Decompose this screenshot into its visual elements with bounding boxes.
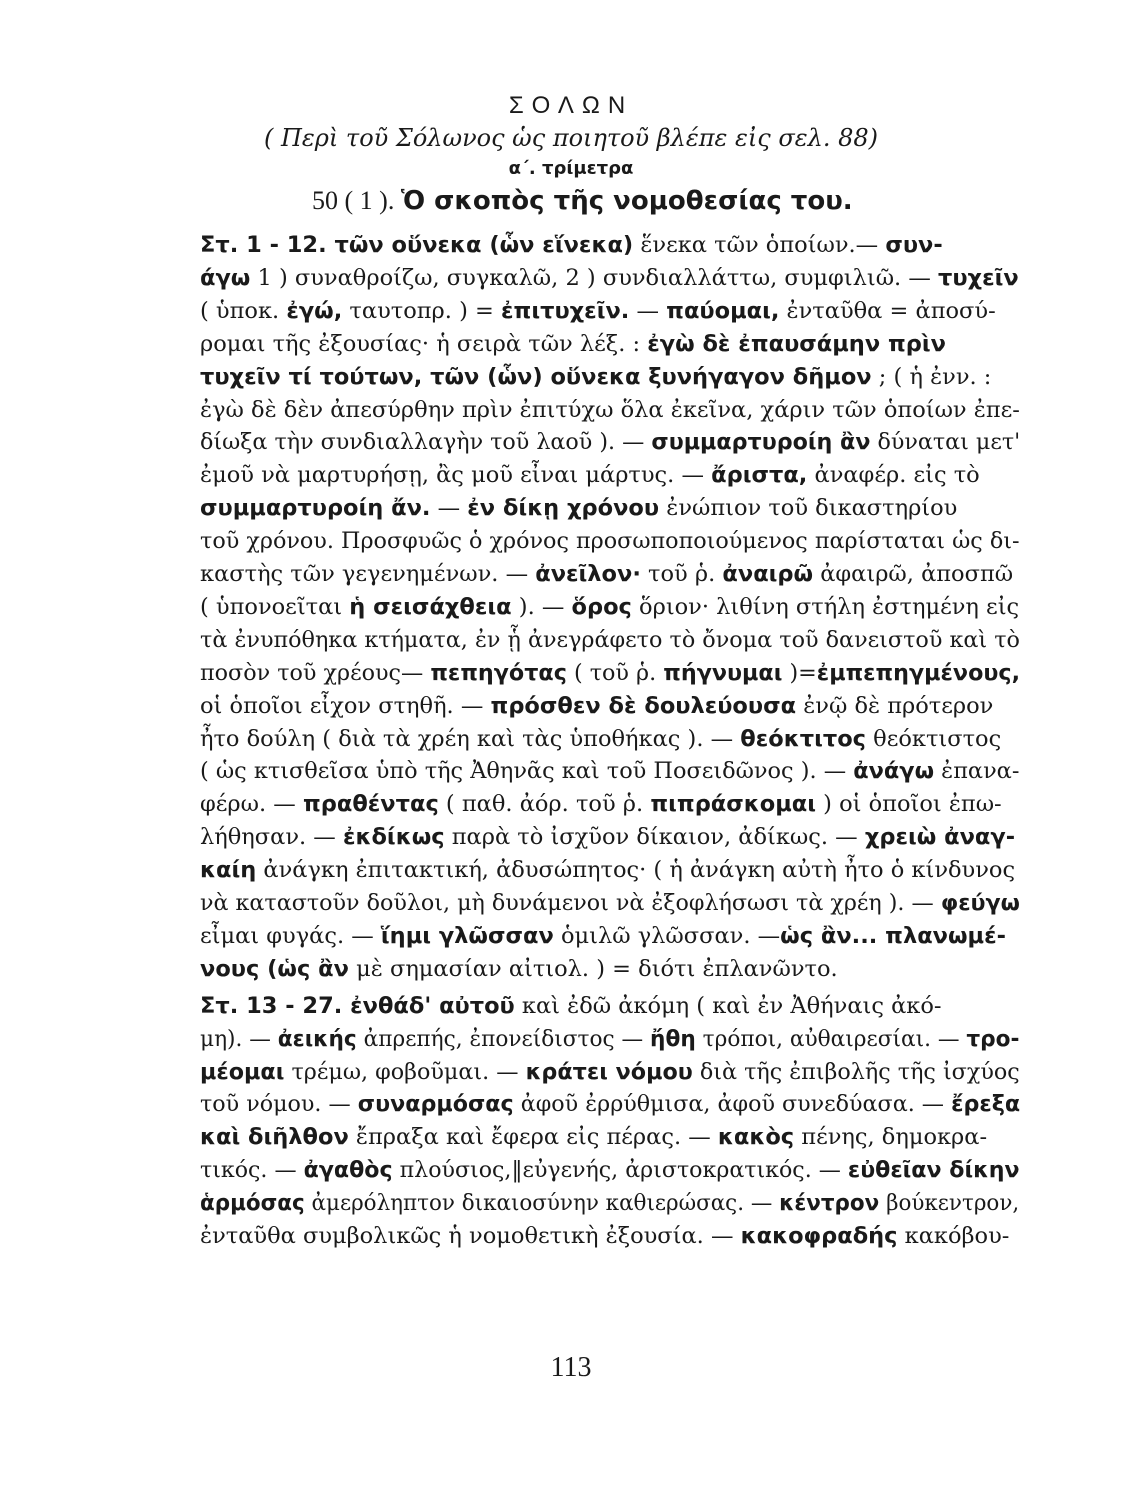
gloss-text: τοῦ χρόνου. Προσφυῶς ὁ χρόνος προσωποποιούμενος παρίσταται ὡς δι- (200, 528, 1020, 555)
lemma-term: παύομαι, (666, 297, 780, 324)
gloss-text: ἀνάγκη ἐπιτακτική, ἀδυσώπητος· ( ἡ ἀνάγκη αὐτὴ ἦτο ὁ κίνδυνος (256, 857, 1016, 884)
gloss-text: λήθησαν. — (200, 824, 343, 851)
lemma-term: πρόσθεν δὲ δουλεύουσα (490, 692, 797, 719)
poem-heading (312, 186, 1012, 216)
gloss-text: ἀμερόληπτον δικαιοσύνην καθιερώσας. — (304, 1190, 780, 1217)
text-line (200, 854, 1020, 886)
lemma-term: Στ. 1 - 12. τῶν οὕνεκα (ὧν εἵνεκα) (200, 232, 634, 258)
lemma-term: καίη (200, 857, 257, 884)
gloss-text: πλούσιος,‖εὐγενής, ἀριστοκρατικός. — (392, 1157, 848, 1184)
gloss-text: νὰ καταστοῦν δοῦλοι, μὴ δυνάμενοι νὰ ἐξοφλήσωσι τὰ χρέη ). — (200, 890, 941, 916)
gloss-text: μὲ σημασίαν αἰτιολ. ) = διότι ἐπλανῶντο. (348, 955, 838, 982)
lemma-term: ἔρεξα (951, 1091, 1021, 1118)
lemma-term: ἐκδίκως (342, 824, 445, 851)
lemma-term: κακὸς (717, 1124, 795, 1151)
lemma-term: ἐγὼ δὲ ἐπαυσάμην πρὶν (647, 330, 946, 357)
gloss-text: ποσὸν τοῦ χρέους— (200, 659, 431, 686)
text-line (200, 990, 1020, 1022)
lemma-term: κράτει νόμου (525, 1058, 693, 1085)
gloss-text: ( ὑπονοεῖται (200, 593, 350, 620)
lemma-term: ἐμπεπηγμένους, (816, 659, 1021, 686)
gloss-text: καὶ ἐδῶ ἀκόμη ( καὶ ἐν Ἀθήναις ἀκό- (514, 992, 942, 1019)
gloss-text: ἐγὼ δὲ δὲν ἀπεσύρθην πρὶν ἐπιτύχω ὅλα ἐκεῖνα, χάριν τῶν ὁποίων ἐπε- (200, 396, 1020, 423)
lemma-term: κακοφραδής (740, 1223, 898, 1249)
gloss-text: 1 ) συναθροίζω, συγκαλῶ, 2 ) συνδιαλλάττω, συμφιλιῶ. — (250, 264, 938, 291)
lemma-term: ἀνεῖλον· (535, 561, 641, 587)
section-heading-meter: α΄. τρίμετρα (508, 158, 634, 179)
text-line (200, 1220, 1020, 1252)
lemma-term: ἄριστα, (711, 462, 808, 489)
gloss-text: τρέμω, φοβοῦμαι. — (284, 1058, 526, 1085)
lemma-term: τυχεῖν τί τούτων, τῶν (ὧν) οὕνεκα ξυνήγαγον δῆμον (200, 363, 872, 390)
poem-number: 50 ( 1 ). (312, 186, 401, 215)
gloss-text: διὰ τῆς ἐπιβολῆς τῆς ἰσχύος (692, 1058, 1020, 1085)
text-line (200, 690, 1020, 722)
page-number: 113 (550, 1352, 592, 1383)
gloss-text: ( παθ. ἀόρ. τοῦ ῥ. (438, 791, 651, 818)
text-line (200, 262, 1020, 294)
gloss-text: θεόκτιστος (866, 725, 1002, 752)
lemma-term: ἐγώ, (286, 297, 343, 324)
text-line (200, 755, 1020, 787)
gloss-text: τοῦ ῥ. (640, 561, 723, 587)
text-line (200, 624, 1020, 656)
lemma-term: ἀνάγω (853, 758, 935, 785)
lemma-term: νους (ὡς ἂν (200, 955, 349, 982)
gloss-text: ( ὡς κτισθεῖσα ὑπὸ τῆς Ἀθηνᾶς καὶ τοῦ Ποσειδῶνος ). — (200, 758, 854, 785)
gloss-text: ἐνταῦθα = ἀποσύ- (779, 297, 996, 324)
lemma-term: Στ. 13 - 27. ἐνθάδ' αὐτοῦ (200, 992, 515, 1019)
lemma-term: συμμαρτυροίη ἂν (651, 429, 871, 456)
lemma-term: θεόκτιτος (740, 725, 867, 752)
lemma-term: τρο- (966, 1025, 1020, 1052)
text-line (200, 492, 1020, 524)
gloss-text: ( τοῦ ῥ. (566, 659, 664, 686)
text-line (200, 723, 1020, 755)
lemma-term: ἤθη (650, 1025, 696, 1052)
gloss-text: — (430, 495, 468, 522)
gloss-text: παρὰ τὸ ἰσχῦον δίκαιον, ἀδίκως. — (444, 824, 865, 851)
text-line (200, 229, 1020, 261)
lemma-term: ὅρος (571, 593, 632, 620)
gloss-text: ἐνταῦθα συμβολικῶς ἡ νομοθετικὴ ἐξουσία. — (200, 1223, 741, 1249)
text-line (200, 1187, 1020, 1219)
gloss-text: ἀναφέρ. εἰς τὸ (807, 462, 980, 489)
gloss-text: βούκεντρον, (879, 1190, 1020, 1217)
text-line (200, 426, 1021, 458)
text-line (200, 1154, 1020, 1186)
gloss-text: ἀπρεπής, ἐπονείδιστος — (356, 1025, 651, 1052)
lemma-term: ἀεικής (277, 1025, 357, 1052)
gloss-text: ) οἱ ὁποῖοι ἐπω- (816, 791, 1002, 818)
text-line (200, 361, 1020, 393)
text-line (200, 1056, 1020, 1088)
gloss-text: ἐνῷ δὲ πρότερον (796, 692, 994, 719)
lemma-term: πεπηγότας (430, 659, 567, 686)
page-title: ΣΟΛΩΝ (508, 92, 634, 119)
gloss-text: τοῦ νόμου. — (200, 1091, 358, 1118)
gloss-text: ἦτο δούλη ( διὰ τὰ χρέη καὶ τὰς ὑποθήκας ). — (200, 725, 741, 752)
poem-title: Ὁ σκοπὸς τῆς νομοθεσίας του. (400, 186, 853, 216)
text-line (200, 295, 1020, 327)
gloss-text: μη). — (200, 1025, 278, 1052)
gloss-text: ; ( ἡ ἐνν. : (871, 363, 992, 390)
text-line (200, 788, 1020, 820)
lemma-term: ἡ σεισάχθεια (349, 593, 512, 620)
text-line (200, 394, 1020, 426)
text-line (200, 657, 1021, 689)
gloss-text: ρομαι τῆς ἐξουσίας· ἡ σειρὰ τῶν λέξ. : (200, 330, 648, 357)
gloss-text: εἶμαι φυγάς. — (200, 922, 381, 949)
subtitle-reference: ( Περὶ τοῦ Σόλωνος ὡς ποιητοῦ βλέπε εἰς σελ. 88) (263, 124, 879, 152)
text-line (200, 920, 1020, 952)
gloss-text: φέρω. — (200, 791, 303, 818)
lemma-term: ἁρμόσας (200, 1190, 305, 1217)
lemma-term: ἐπιτυχεῖν. (501, 297, 630, 324)
lemma-term: πραθέντας (302, 791, 439, 818)
gloss-text: ἔπραξα καὶ ἔφερα εἰς πέρας. — (348, 1124, 718, 1151)
lemma-term: φεύγω (940, 890, 1020, 916)
gloss-text: ἐνώπιον τοῦ δικαστηρίου (659, 495, 958, 522)
text-line (200, 1121, 1020, 1153)
lemma-term: ἀναιρῶ (722, 561, 814, 587)
gloss-text: κακόβου- (897, 1223, 1010, 1249)
lemma-term: ἀγαθὸς (303, 1157, 393, 1184)
lemma-term: ἵημι γλῶσσαν (380, 922, 554, 949)
gloss-text: — (629, 297, 667, 324)
text-line (200, 953, 1020, 985)
lemma-term: ὡς ἂν... πλανωμέ- (780, 922, 1006, 949)
lemma-term: συναρμόσας (357, 1091, 514, 1118)
lemma-term: τυχεῖν (938, 264, 1019, 291)
gloss-text: ἐμοῦ νὰ μαρτυρήσῃ, ἂς μοῦ εἶναι μάρτυς. — (200, 462, 712, 489)
gloss-text: οἱ ὁποῖοι εἶχον στηθῆ. — (200, 692, 491, 719)
text-line (200, 1023, 1020, 1055)
lemma-term: καὶ διῆλθον (200, 1124, 349, 1151)
gloss-text: τικός. — (200, 1157, 304, 1184)
gloss-text: )= (782, 659, 817, 686)
text-line (200, 591, 1020, 623)
gloss-text: πένης, δημοκρα- (794, 1124, 988, 1151)
lemma-term: χρειὼ ἀναγ- (864, 824, 1016, 851)
gloss-text: ). — (511, 593, 572, 620)
gloss-text: τρόποι, αὐθαιρεσίαι. — (695, 1025, 967, 1052)
text-line (200, 821, 1020, 853)
lemma-term: συμμαρτυροίη ἄν. (200, 495, 431, 522)
lemma-term: πήγνυμαι (663, 659, 783, 686)
text-line (200, 459, 1020, 491)
gloss-text: ἀφαιρῶ, ἀποσπῶ (813, 561, 1014, 587)
text-line (200, 525, 1020, 557)
gloss-text: ὁμιλῶ γλῶσσαν. — (553, 922, 781, 949)
gloss-text: ( ὑποκ. (200, 297, 287, 324)
lemma-term: συν- (885, 232, 943, 258)
lemma-term: πιπράσκομαι (650, 791, 817, 818)
lemma-term: κέντρον (779, 1190, 880, 1217)
gloss-text: δίωξα τὴν συνδιαλλαγὴν τοῦ λαοῦ ). — (200, 429, 652, 456)
gloss-text: ἀφοῦ ἐρρύθμισα, ἀφοῦ συνεδύασα. — (513, 1091, 952, 1118)
text-line (200, 558, 1020, 590)
gloss-text: δύναται μετ' (870, 429, 1021, 456)
gloss-text: τὰ ἐνυπόθηκα κτήματα, ἐν ᾗ ἀνεγράφετο τὸ ὄνομα τοῦ δανειστοῦ καὶ τὸ (200, 626, 1020, 653)
gloss-text: ταυτοπρ. ) = (342, 297, 502, 324)
text-line (200, 328, 1020, 360)
gloss-text: καστὴς τῶν γεγενημένων. — (200, 561, 536, 587)
lemma-term: εὐθεῖαν δίκην (847, 1157, 1020, 1184)
gloss-text: ὅριον· λιθίνη στήλη ἐστημένη εἰς (631, 593, 1020, 620)
text-line (200, 887, 1020, 919)
lemma-term: άγω (200, 264, 251, 291)
lemma-term: μέομαι (200, 1058, 285, 1085)
gloss-text: ἕνεκα τῶν ὁποίων.— (633, 232, 886, 258)
lemma-term: ἐν δίκῃ χρόνου (467, 495, 660, 522)
gloss-text: ἐπανα- (934, 758, 1020, 785)
text-line (200, 1088, 1021, 1120)
